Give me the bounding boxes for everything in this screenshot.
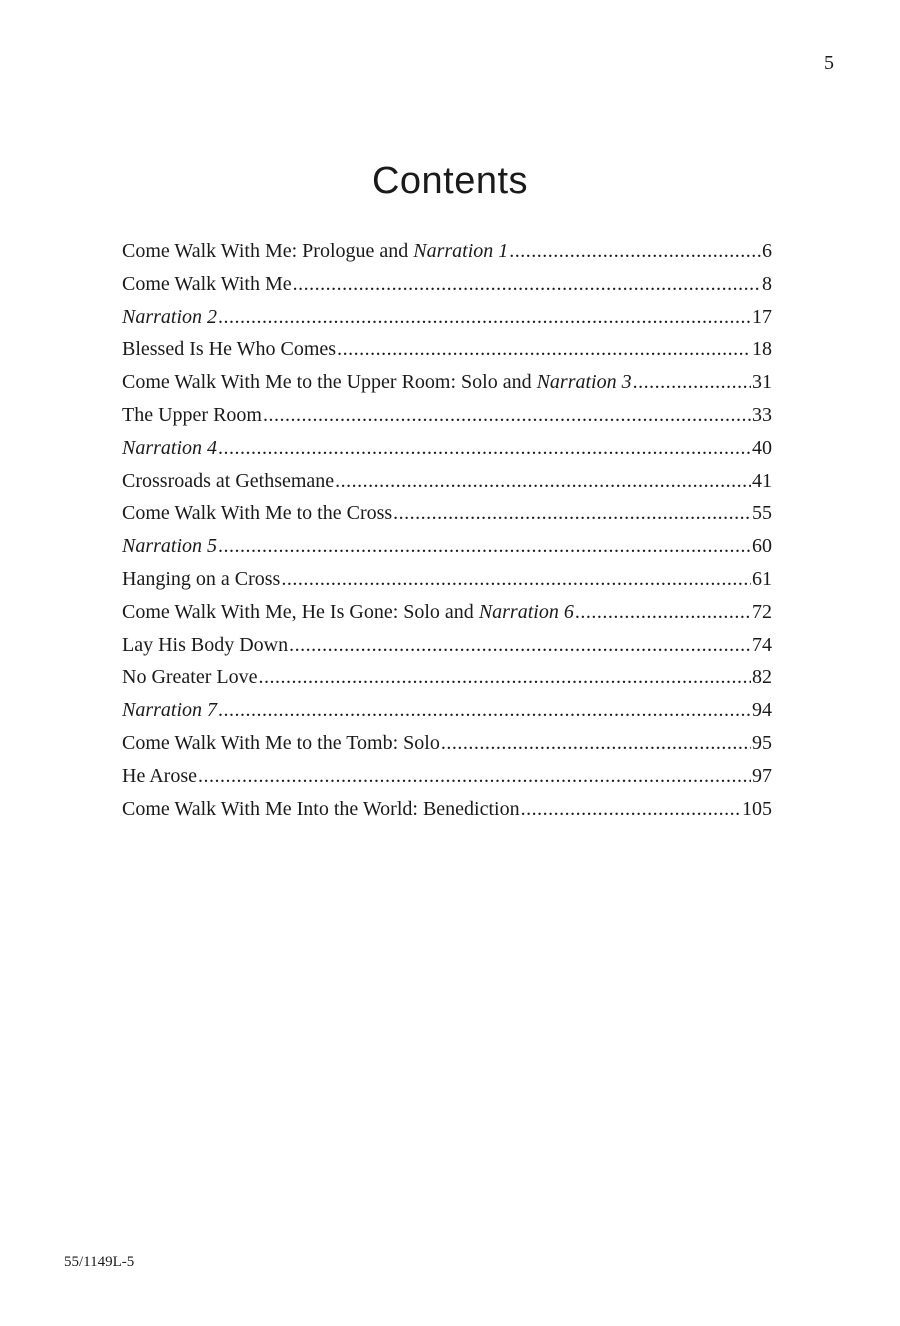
toc-entry-title: Narration 7	[122, 699, 218, 722]
toc-entry	[122, 240, 772, 273]
dot-leader	[263, 404, 751, 427]
dot-leader	[521, 798, 741, 821]
dot-leader	[509, 240, 761, 263]
toc-entry-page: 61	[752, 567, 772, 590]
catalog-code: 55/1149L-5	[64, 1254, 135, 1270]
toc-entry-title: Blessed Is He Who Comes	[122, 338, 337, 361]
dot-leader	[337, 338, 751, 361]
toc-entry	[122, 732, 772, 765]
dot-leader	[335, 470, 751, 493]
toc-entry	[122, 273, 772, 306]
toc-entry-page: 55	[752, 502, 772, 525]
toc-entry	[122, 798, 772, 831]
toc-entry	[122, 371, 772, 404]
dot-leader	[259, 666, 752, 689]
dot-leader	[281, 568, 751, 591]
page-number: 5	[824, 52, 834, 74]
dot-leader	[218, 306, 751, 329]
dot-leader	[633, 371, 751, 394]
toc-entry-page: 105	[742, 797, 772, 820]
table-of-contents	[122, 240, 772, 830]
dot-leader	[289, 634, 751, 657]
toc-entry-title: No Greater Love	[122, 666, 258, 689]
toc-entry	[122, 437, 772, 470]
dot-leader	[393, 502, 751, 525]
dot-leader	[218, 699, 751, 722]
toc-entry-title: Lay His Body Down	[122, 633, 289, 656]
toc-entry-title: He Arose	[122, 764, 197, 787]
toc-entry-title: Come Walk With Me to the Tomb: Solo	[122, 731, 440, 754]
toc-entry-page: 33	[752, 403, 772, 426]
toc-entry	[122, 666, 772, 699]
toc-entry	[122, 470, 772, 503]
page-title: Contents	[371, 160, 529, 202]
toc-entry-page: 74	[752, 633, 772, 656]
toc-entry	[122, 404, 772, 437]
toc-entry-title: Come Walk With Me	[122, 272, 292, 295]
toc-entry	[122, 338, 772, 371]
toc-entry-title: The Upper Room	[122, 403, 262, 426]
toc-entry-title: Come Walk With Me Into the World: Benediction	[122, 797, 520, 820]
toc-entry-page: 60	[752, 535, 772, 558]
toc-entry-page: 97	[752, 764, 772, 787]
toc-entry	[122, 568, 772, 601]
toc-entry-title: Come Walk With Me: Prologue and Narration 1	[122, 240, 509, 262]
dot-leader	[575, 601, 751, 624]
toc-entry-title: Come Walk With Me to the Cross	[122, 502, 393, 525]
toc-entry-title: Narration 2	[122, 305, 218, 328]
toc-entry-title: Come Walk With Me, He Is Gone: Solo and Narration 6	[122, 600, 574, 623]
toc-entry-page: 72	[752, 600, 772, 623]
toc-entry-title: Crossroads at Gethsemane	[122, 469, 335, 492]
toc-entry-page: 31	[752, 371, 772, 394]
toc-entry-title: Hanging on a Cross	[122, 567, 281, 590]
toc-entry-page: 94	[752, 699, 772, 722]
toc-entry-title: Come Walk With Me to the Upper Room: Solo and Narration 3	[122, 371, 632, 394]
toc-entry	[122, 601, 772, 634]
toc-entry-page: 41	[752, 469, 772, 492]
toc-entry-page: 95	[752, 731, 772, 754]
dot-leader	[293, 273, 761, 296]
toc-entry-page: 40	[752, 436, 772, 459]
dot-leader	[218, 535, 751, 558]
toc-entry-page: 8	[762, 272, 772, 295]
toc-entry	[122, 306, 772, 339]
toc-entry-title: Narration 4	[122, 436, 218, 459]
toc-entry	[122, 634, 772, 667]
toc-entry-page: 18	[752, 338, 772, 361]
toc-entry	[122, 502, 772, 535]
toc-entry-page: 82	[752, 666, 772, 689]
dot-leader	[218, 437, 751, 460]
toc-entry-title: Narration 5	[122, 535, 218, 558]
dot-leader	[198, 765, 751, 788]
toc-entry	[122, 535, 772, 568]
toc-entry-page: 17	[752, 305, 772, 328]
dot-leader	[441, 732, 751, 755]
toc-entry	[122, 765, 772, 798]
toc-entry	[122, 699, 772, 732]
toc-entry-page: 6	[762, 240, 772, 262]
